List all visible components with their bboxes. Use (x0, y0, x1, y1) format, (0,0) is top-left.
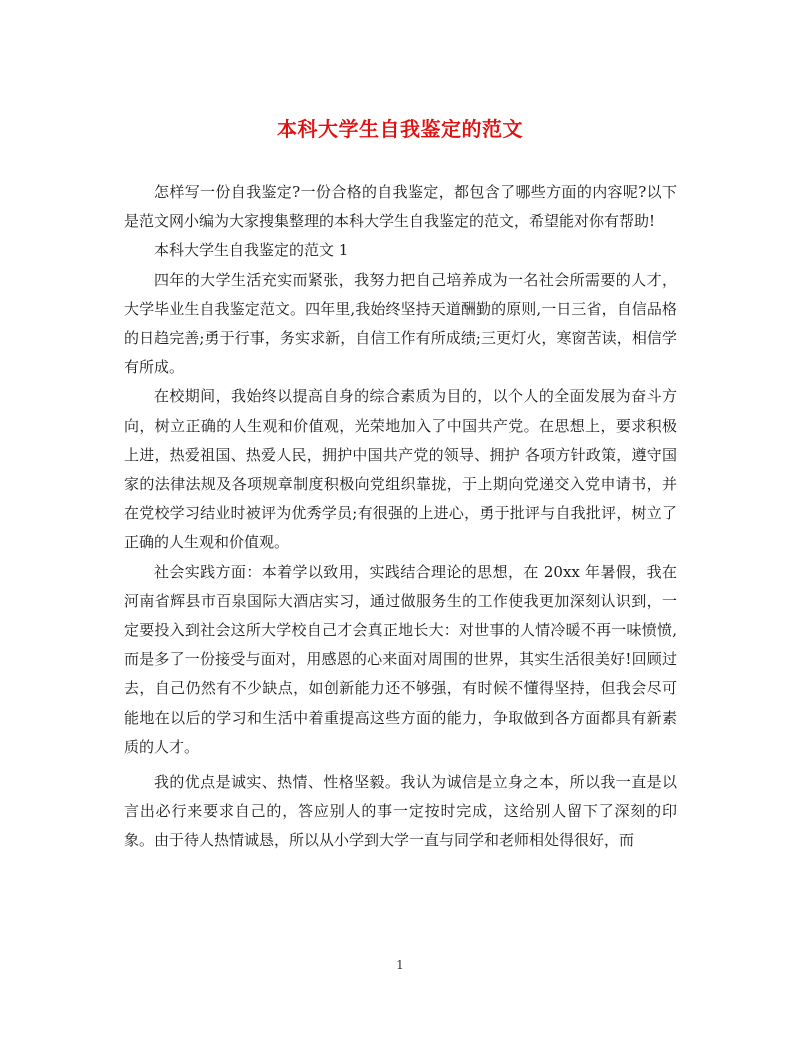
body-paragraph: 四年的大学生活充实而紧张，我努力把自己培养成为一名社会所需要的人才，大学毕业生自我鉴定范文。四年里,我始终坚持天道酬勤的原则,一日三省，自信品格的日趋完善;勇于行事，务实求新，自信工作有所成绩;三更灯火，寒窗苦读，相信学有所成。 (124, 270, 677, 377)
body-paragraph: 在校期间，我始终以提高自身的综合素质为目的，以个人的全面发展为奋斗方向，树立正确的人生观和价值观，光荣地加入了中国共产党。在思想上，要求积极上进，热爱祖国、热爱人民，拥护中国共产党的领导、拥护 各项方针政策，遵守国家的法律法规及各项规章制度积极向党组织靠拢，于上期向党递交入党申请书，并在党校学习结业时被评为优秀学员;有很强的上进心，勇于批评与自我批评，树立了正确的人生观和价值观。 (124, 387, 677, 552)
page-number: 1 (396, 958, 404, 972)
intro-paragraph: 怎样写一份自我鉴定?一份合格的自我鉴定，都包含了哪些方面的内容呢?以下是范文网小编为大家搜集整理的本科大学生自我鉴定的范文，希望能对你有帮助! (124, 183, 677, 231)
document-body (124, 178, 677, 856)
body-paragraph: 社会实践方面：本着学以致用，实践结合理论的思想，在 20xx 年暑假，我在河南省辉县市百泉国际大酒店实习，通过做服务生的工作使我更加深刻认识到，一定要投入到社会这所大学校自己才会真正地长大：对世事的人情冷暖不再一味愤愤,而是多了一份接受与面对，用感恩的心来面对周围的世界，其实生活很美好!回顾过去，自己仍然有不少缺点，如创新能力还不够强，有时候不懂得坚持，但我会尽可能地在以后的学习和生活中着重提高这些方面的能力，争取做到各方面都具有新素质的人才。 (124, 562, 677, 756)
section-heading: 本科大学生自我鉴定的范文 1 (154, 241, 349, 260)
document-title: 本科大学生自我鉴定的范文 (277, 117, 523, 141)
body-paragraph: 我的优点是诚实、热情、性格坚毅。我认为诚信是立身之本，所以我一直是以言出必行来要求自己的，答应别人的事一定按时完成，这给别人留下了深刻的印象。由于待人热情诚恳，所以从小学到大学一直与同学和老师相处得很好，而 (124, 773, 677, 850)
